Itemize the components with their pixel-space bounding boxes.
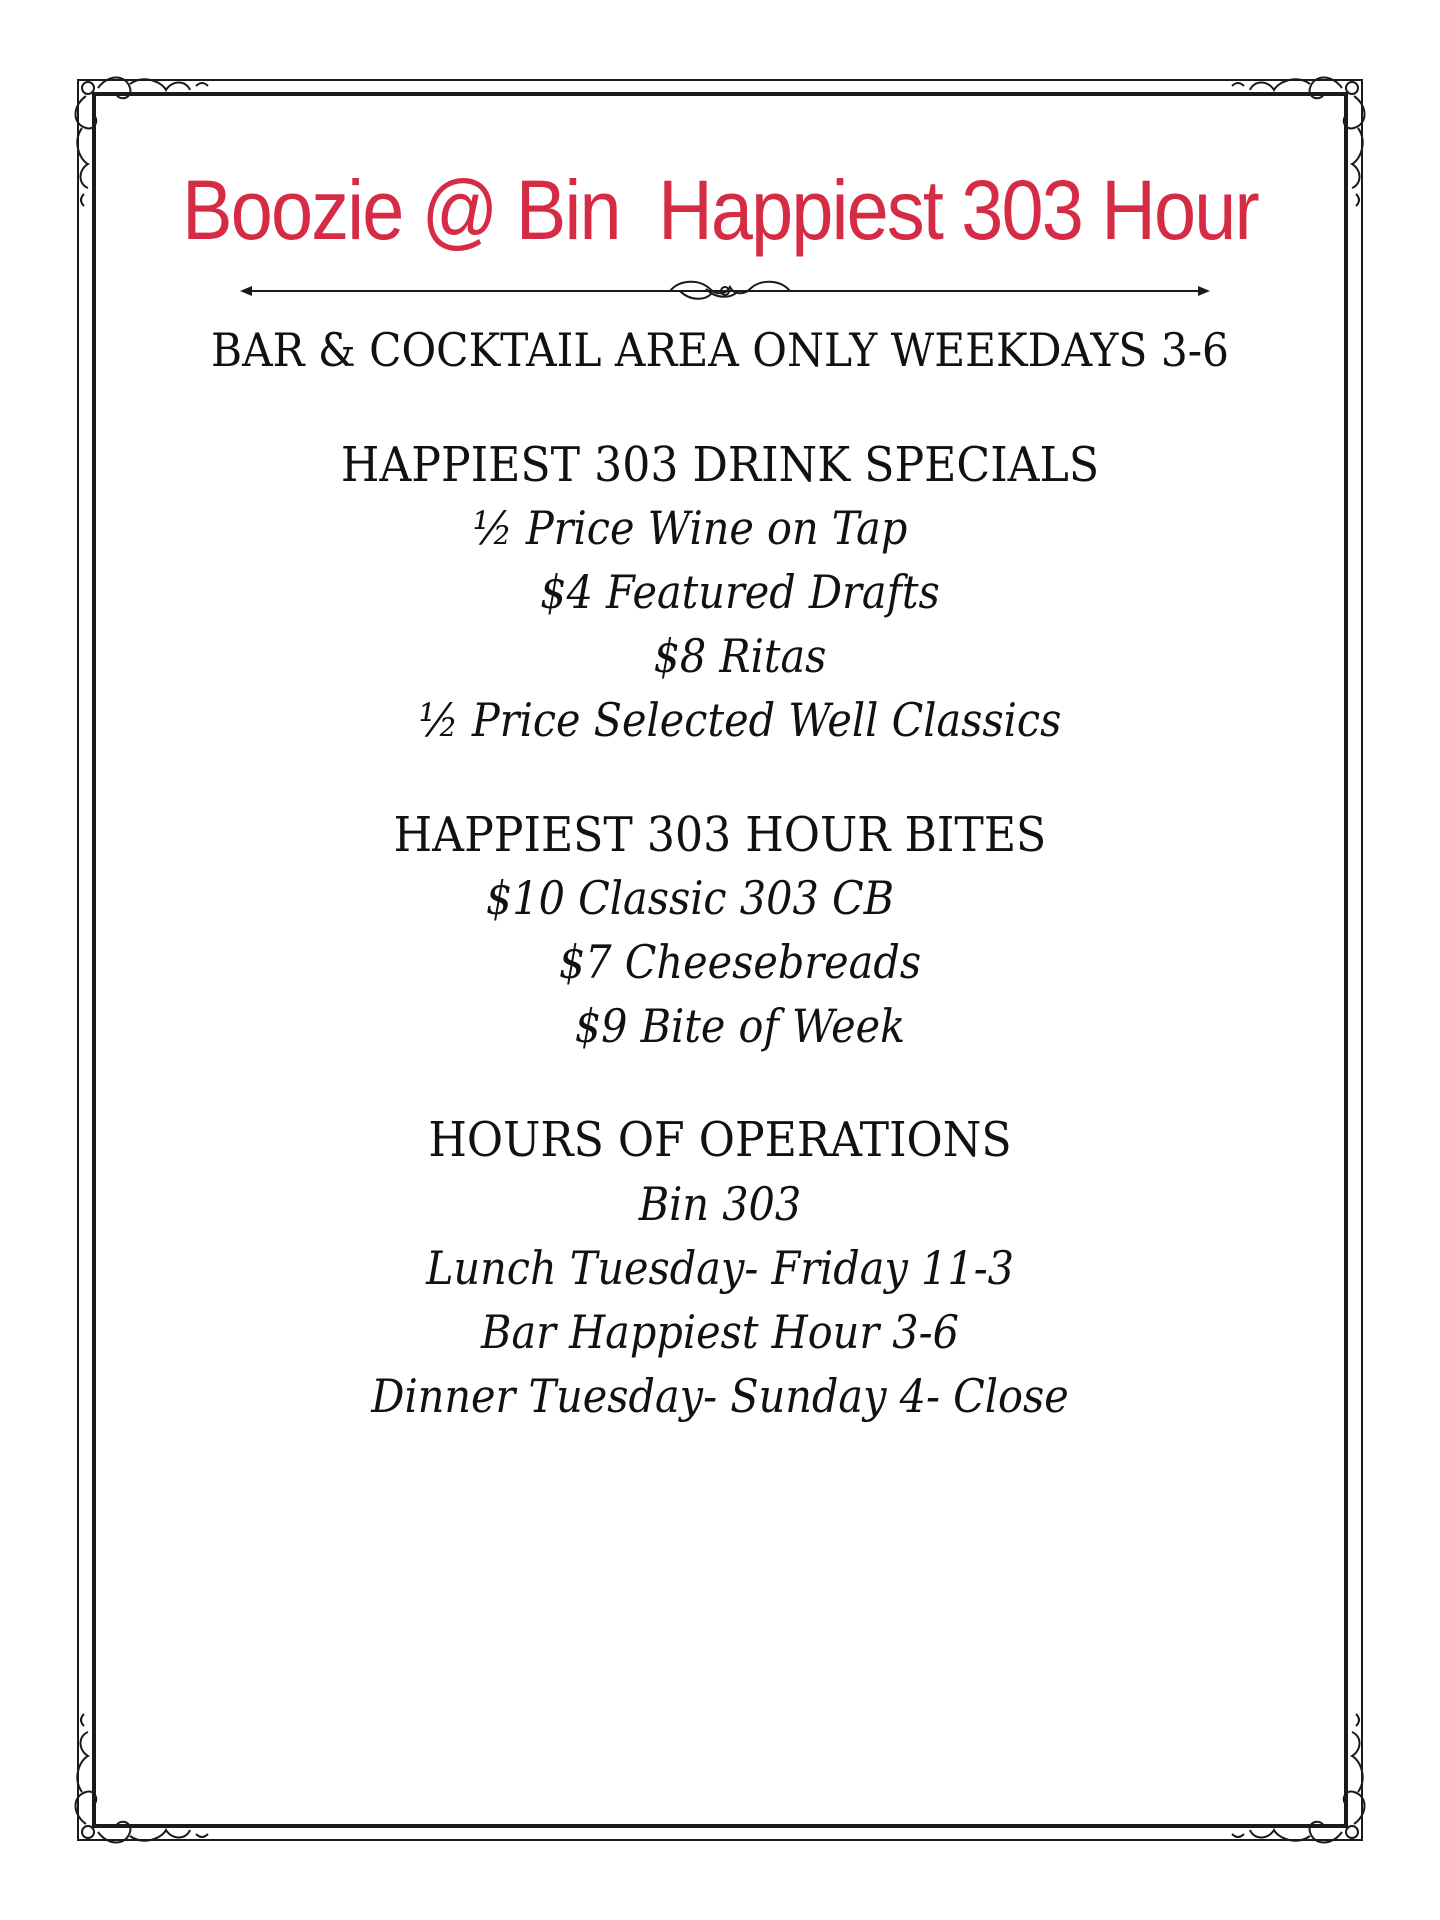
section-heading-hours: HOURS OF OPERATIONS (428, 1112, 1012, 1168)
list-item: ½ Price Selected Well Classics (418, 693, 1062, 747)
list-item: $8 Ritas (653, 629, 827, 683)
section-heading-hour-bites: HAPPIEST 303 HOUR BITES (393, 807, 1047, 863)
section-heading-drink-specials: HAPPIEST 303 DRINK SPECIALS (340, 437, 1100, 493)
page-title: Boozie @ Bin Happiest 303 Hour (182, 163, 1258, 257)
list-item: Bar Happiest Hour 3-6 (481, 1305, 959, 1359)
list-item: Lunch Tuesday- Friday 11-3 (425, 1241, 1015, 1295)
menu-content (100, 0, 1340, 1920)
list-item: $4 Featured Drafts (540, 565, 940, 619)
list-item: $7 Cheesebreads (558, 935, 922, 989)
list-item: Dinner Tuesday- Sunday 4- Close (371, 1369, 1069, 1423)
ornamental-divider-icon (240, 276, 1210, 306)
list-item: ½ Price Wine on Tap (472, 501, 908, 555)
list-item: $9 Bite of Week (574, 999, 906, 1053)
list-item: Bin 303 (638, 1177, 802, 1231)
subtitle-bar-area: BAR & COCKTAIL AREA ONLY WEEKDAYS 3-6 (211, 323, 1229, 377)
list-item: $10 Classic 303 CB (485, 871, 895, 925)
